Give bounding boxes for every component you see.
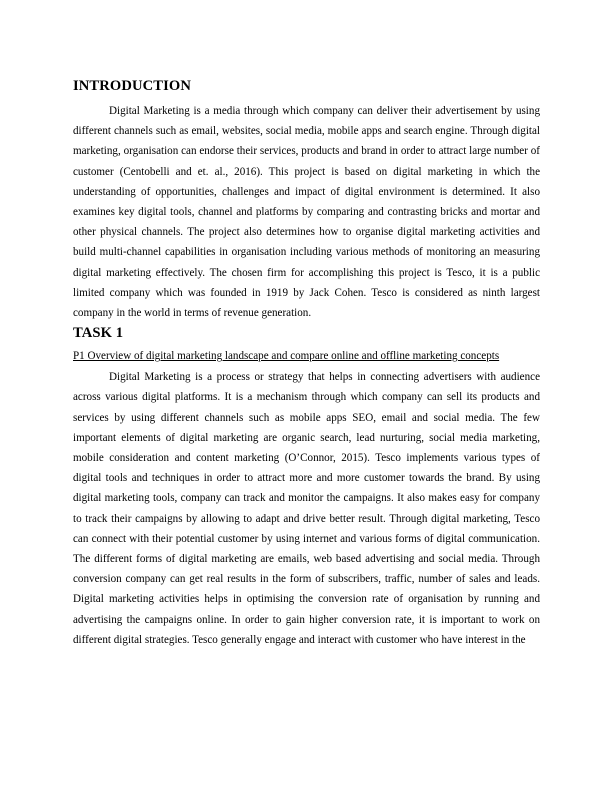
introduction-heading: INTRODUCTION — [73, 78, 191, 94]
task1-paragraph: Digital Marketing is a process or strategy that helps in connecting advertisers with audience across various digital platforms. It is a mechanism through which company can sell its products and services by using different channels such as mobile apps SEO, email and social media. The few important elements of digital marketing are organic search, lead nurturing, social media marketing, mobile consideration and content marketing (O’Connor, 2015). Tesco implements various types of digital tools and techniques in order to attract more and more customer towards the brand. By using digital marketing tools, company can track and monitor the campaigns. It also makes easy for company to track their campaigns by allowing to adapt and drive better result. Through digital marketing, Tesco can connect with their potential customer by using internet and various forms of digital communication. The different forms of digital marketing are emails, web based advertising and social media. Through conversion company can get real results in the form of subscribers, traffic, number of sales and leads. Digital marketing activities helps in optimising the conversion rate of organisation by running and advertising the campaigns online. In order to gain higher conversion rate, it is important to work on different digital strategies. Tesco generally engage and interact with customer who have interest in the — [73, 371, 540, 646]
task1-heading: TASK 1 — [73, 325, 124, 342]
document-page — [73, 76, 540, 650]
introduction-paragraph: Digital Marketing is a media through which company can deliver their advertisement by using different channels such as email, websites, social media, mobile apps and search engine. Through digital marketing, organisation can endorse their services, products and brand in order to attract large number of customer (Centobelli and et. al., 2016). This project is based on digital marketing in which the understanding of opportunities, challenges and impact of digital environment is determined. It also examines key digital tools, channel and platforms by comparing and contrasting bricks and mortar and other physical channels. The project also determines how to organise digital marketing activities and build multi-channel capabilities in organisation including various methods of monitoring an measuring digital marketing effectively. The chosen firm for accomplishing this project is Tesco, it is a public limited company which was founded in 1919 by Jack Cohen. Tesco is considered as ninth largest company in the world in terms of revenue generation. — [73, 105, 540, 320]
task1-subheading: P1 Overview of digital marketing landscape and compare online and offline marketing concepts — [73, 350, 500, 363]
